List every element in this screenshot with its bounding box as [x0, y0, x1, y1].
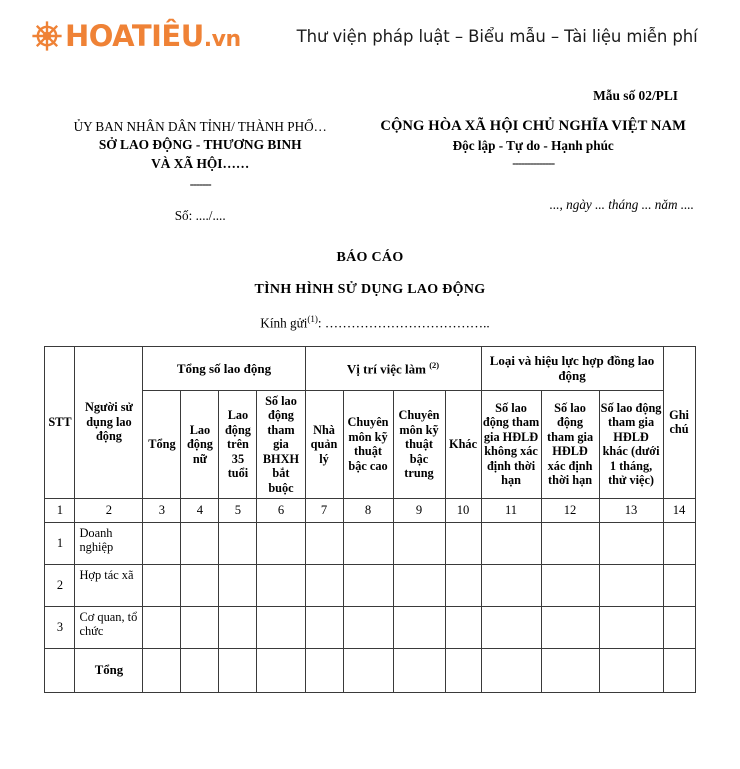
row-index: 1 [45, 522, 75, 564]
document-number: Số: ..../.... [174, 208, 226, 224]
header-job-position-footnote: (2) [429, 360, 440, 370]
title-block [30, 250, 710, 331]
total-cell-definite-contract[interactable] [541, 648, 599, 692]
date-line: ..., ngày ... tháng ... năm .... [549, 197, 694, 212]
total-cell-other-position[interactable] [445, 648, 481, 692]
report-table-wrapper [30, 346, 710, 693]
total-cell-manager[interactable] [305, 648, 343, 692]
row-employer: Cơ quan, tổ chức [75, 606, 143, 648]
colnum-9: 9 [393, 498, 445, 522]
issuer-line3: VÀ XÃ HỘI…… [151, 156, 250, 172]
cell-over35[interactable] [219, 606, 257, 648]
colnum-7: 7 [305, 498, 343, 522]
header-sub-mid-skill: Chuyên môn kỹ thuật bậc trung [393, 390, 445, 498]
cell-over35[interactable] [219, 564, 257, 606]
cell-manager[interactable] [305, 606, 343, 648]
header-sub-indefinite-contract: Số lao động tham gia HĐLĐ không xác định thời hạn [481, 390, 541, 498]
document-header [30, 118, 710, 224]
header-sub-other-contract: Số lao động tham gia HĐLĐ khác (dưới 1 tháng, thử việc) [599, 390, 663, 498]
table-body [45, 498, 695, 692]
row-index: 2 [45, 564, 75, 606]
colnum-4: 4 [181, 498, 219, 522]
cell-indefinite-contract[interactable] [481, 606, 541, 648]
colnum-2: 2 [75, 498, 143, 522]
header-group-total-workers: Tổng số lao động [143, 346, 305, 390]
cell-manager[interactable] [305, 522, 343, 564]
header-group-job-position-label: Vị trí việc làm [346, 361, 426, 377]
issuer-block [30, 118, 356, 224]
colnum-1: 1 [45, 498, 75, 522]
total-cell-note[interactable] [663, 648, 695, 692]
row-employer: Hợp tác xã [75, 564, 143, 606]
logo-name: HOATIÊU [65, 18, 204, 53]
header-group-contract-type: Loại và hiệu lực hợp đồng lao động [481, 346, 663, 390]
header-sub-total: Tổng [143, 390, 181, 498]
banner-tagline: Thư viện pháp luật – Biểu mẫu – Tài liệu miễn phí [296, 26, 698, 46]
header-stt: STT [45, 346, 75, 498]
column-number-row [45, 498, 695, 522]
cell-female[interactable] [181, 522, 219, 564]
cell-manager[interactable] [305, 564, 343, 606]
header-note: Ghi chú [663, 346, 695, 498]
national-motto: Độc lập - Tự do - Hạnh phúc [452, 138, 614, 153]
total-cell-high-skill[interactable] [343, 648, 393, 692]
cell-note[interactable] [663, 564, 695, 606]
employment-report-table [44, 346, 695, 693]
table-row[interactable] [45, 564, 695, 606]
header-sub-social-insurance: Số lao động tham gia BHXH bắt buộc [257, 390, 305, 498]
recipient-line [30, 314, 710, 331]
cell-other-position[interactable] [445, 522, 481, 564]
header-sub-definite-contract: Số lao động tham gia HĐLĐ xác định thời hạn [541, 390, 599, 498]
issuer-line1: ỦY BAN NHÂN DÂN TỈNH/ THÀNH PHỐ… [73, 119, 327, 134]
cell-other-contract[interactable] [599, 606, 663, 648]
country-name: CỘNG HÒA XÃ HỘI CHỦ NGHĨA VIỆT NAM [380, 118, 687, 134]
national-block [356, 118, 710, 224]
recipient-label: Kính gửi [260, 315, 308, 331]
document-body [0, 88, 740, 693]
cell-mid-skill[interactable] [393, 522, 445, 564]
total-cell-female[interactable] [181, 648, 219, 692]
recipient-footnote: (1) [307, 314, 318, 325]
cell-total[interactable] [143, 564, 181, 606]
national-rule: -------------- [512, 156, 555, 170]
row-employer: Doanh nghiệp [75, 522, 143, 564]
colnum-3: 3 [143, 498, 181, 522]
logo-suffix: .vn [203, 26, 241, 52]
site-banner [0, 0, 740, 72]
total-row-index [45, 648, 75, 692]
total-cell-mid-skill[interactable] [393, 648, 445, 692]
table-row[interactable] [45, 606, 695, 648]
cell-social-insurance[interactable] [257, 564, 305, 606]
cell-other-position[interactable] [445, 564, 481, 606]
cell-female[interactable] [181, 564, 219, 606]
report-subtitle: TÌNH HÌNH SỬ DỤNG LAO ĐỘNG [254, 282, 486, 298]
cell-high-skill[interactable] [343, 522, 393, 564]
total-cell-total[interactable] [143, 648, 181, 692]
table-header-group-row [45, 346, 695, 390]
cell-female[interactable] [181, 606, 219, 648]
table-header-sub-row [45, 390, 695, 498]
cell-other-contract[interactable] [599, 522, 663, 564]
cell-note[interactable] [663, 522, 695, 564]
header-sub-high-skill: Chuyên môn kỹ thuật bậc cao [343, 390, 393, 498]
total-row-label: Tổng [75, 648, 143, 692]
colnum-8: 8 [343, 498, 393, 522]
cell-high-skill[interactable] [343, 606, 393, 648]
cell-social-insurance[interactable] [257, 522, 305, 564]
cell-indefinite-contract[interactable] [481, 564, 541, 606]
total-cell-other-contract[interactable] [599, 648, 663, 692]
total-cell-over35[interactable] [219, 648, 257, 692]
cell-over35[interactable] [219, 522, 257, 564]
table-row[interactable] [45, 522, 695, 564]
cell-other-contract[interactable] [599, 564, 663, 606]
total-cell-social-insurance[interactable] [257, 648, 305, 692]
header-sub-manager: Nhà quản lý [305, 390, 343, 498]
issuer-line2: SỞ LAO ĐỘNG - THƯƠNG BINH [98, 137, 302, 153]
cell-total[interactable] [143, 606, 181, 648]
cell-definite-contract[interactable] [541, 522, 599, 564]
header-group-job-position [305, 346, 481, 390]
header-sub-female: Lao động nữ [181, 390, 219, 498]
cell-other-position[interactable] [445, 606, 481, 648]
row-index: 3 [45, 606, 75, 648]
header-employer: Người sử dụng lao động [75, 346, 143, 498]
colnum-14: 14 [663, 498, 695, 522]
cell-indefinite-contract[interactable] [481, 522, 541, 564]
cell-definite-contract[interactable] [541, 564, 599, 606]
colnum-12: 12 [541, 498, 599, 522]
colnum-5: 5 [219, 498, 257, 522]
cell-social-insurance[interactable] [257, 606, 305, 648]
cell-definite-contract[interactable] [541, 606, 599, 648]
site-logo[interactable] [30, 19, 241, 53]
cell-high-skill[interactable] [343, 564, 393, 606]
cell-total[interactable] [143, 522, 181, 564]
ship-wheel-icon [30, 19, 64, 53]
colnum-10: 10 [445, 498, 481, 522]
cell-mid-skill[interactable] [393, 606, 445, 648]
colnum-11: 11 [481, 498, 541, 522]
header-sub-over35: Lao động trên 35 tuổi [219, 390, 257, 498]
colnum-6: 6 [257, 498, 305, 522]
header-sub-other-position: Khác [445, 390, 481, 498]
cell-note[interactable] [663, 606, 695, 648]
form-code: Mẫu số 02/PLI [593, 88, 678, 103]
total-cell-indefinite-contract[interactable] [481, 648, 541, 692]
logo-wordmark [65, 18, 241, 53]
report-title: BÁO CÁO [336, 250, 404, 266]
recipient-value: : ……………………………….. [317, 315, 490, 331]
issuer-rule: ------- [189, 177, 211, 192]
colnum-13: 13 [599, 498, 663, 522]
table-total-row[interactable] [45, 648, 695, 692]
cell-mid-skill[interactable] [393, 564, 445, 606]
